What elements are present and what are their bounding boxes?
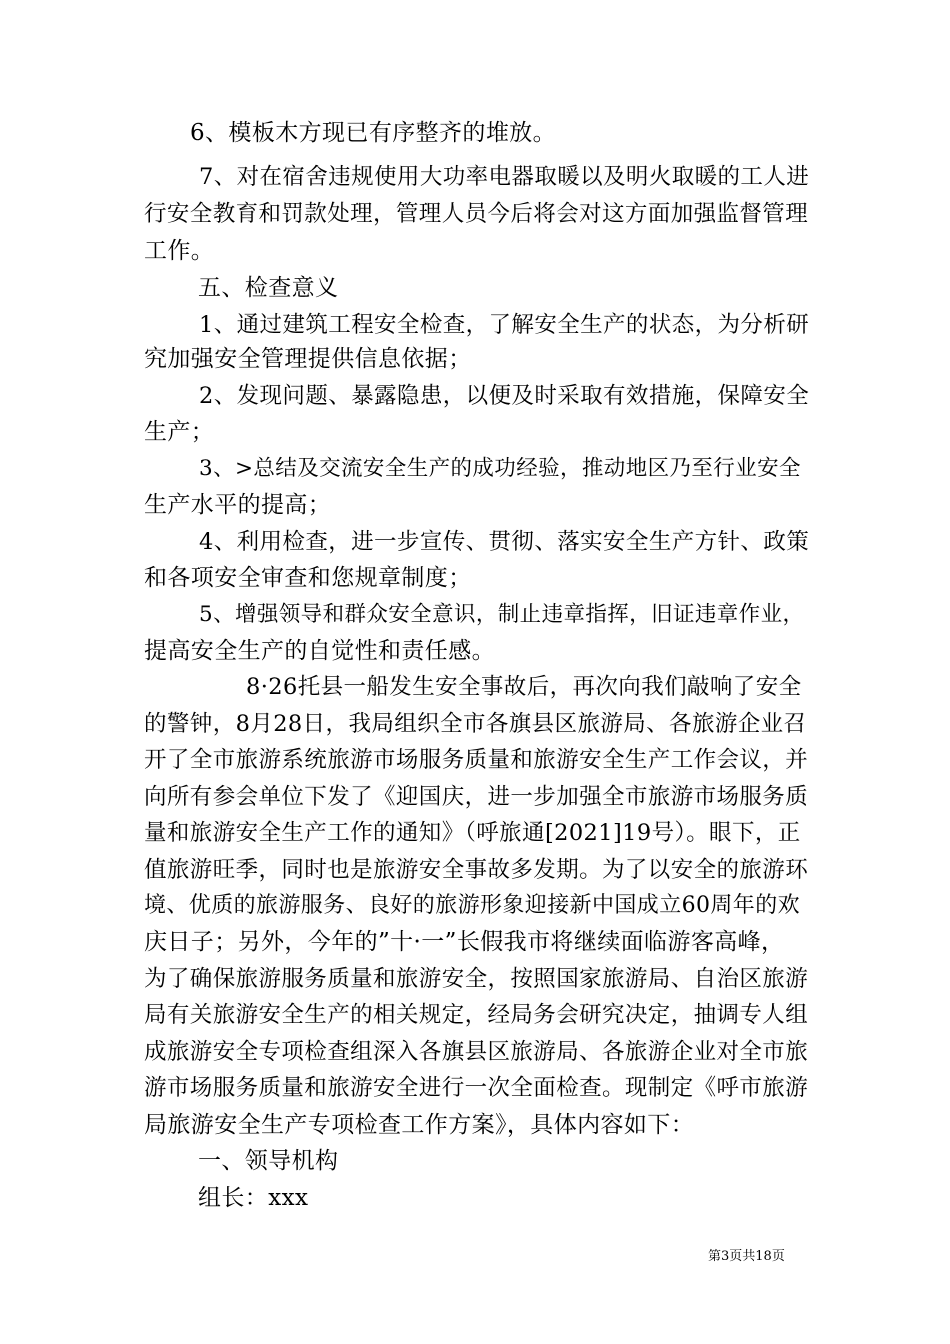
paragraph-line: 境、优质的旅游服务、良好的旅游形象迎接新中国成立60周年的欢 [144,893,800,918]
paragraph-line: 工作。 [144,238,215,264]
paragraph-line: 庆日子；另外，今年的”十·一”长假我市将继续面临游客高峰， [144,929,785,955]
paragraph-line: 究加强安全管理提供信息依据； [144,346,472,372]
paragraph-line: 的警钟，8月28日，我局组织全市各旗县区旅游局、各旅游企业召 [144,711,807,737]
paragraph-line: 和各项安全审查和您规章制度； [144,565,472,591]
paragraph-line: 生产； [144,419,215,445]
paragraph-line: 6、模板木方现已有序整齐的堆放。 [190,120,557,146]
paragraph-line: 生产水平的提高； [144,492,332,518]
paragraph-line: 5、增强领导和群众安全意识，制止违章指挥，旧证违章作业， [199,602,805,627]
paragraph-line: 局旅游安全生产专项检查工作方案》，具体内容如下： [144,1112,695,1138]
paragraph-line: 量和旅游安全生产工作的通知》（呼旅通[2021]19号）。眼下，正 [144,820,801,846]
paragraph-line: 行安全教育和罚款处理，管理人员今后将会对这方面加强监督管理 [144,201,809,227]
paragraph-line: 值旅游旺季，同时也是旅游安全事故多发期。为了以安全的旅游环 [144,857,809,883]
paragraph-line: 组长：xxx [198,1185,309,1211]
paragraph-line: 7、对在宿舍违规使用大功率电器取暖以及明火取暖的工人进 [199,164,810,190]
paragraph-line: 3、>总结及交流安全生产的成功经验，推动地区乃至行业安全 [199,456,801,481]
paragraph-line: 提高安全生产的自觉性和责任感。 [144,638,495,664]
section-heading: 一、领导机构 [198,1148,339,1174]
paragraph-line: 为了确保旅游服务质量和旅游安全，按照国家旅游局、自治区旅游 [144,966,809,992]
page-number-footer: 第3页共18页 [708,1249,785,1264]
paragraph-line: 8·26托县一船发生安全事故后，再次向我们敲响了安全 [246,674,802,700]
paragraph-line: 1、通过建筑工程安全检查，了解安全生产的状态，为分析研 [199,312,810,338]
paragraph-line: 成旅游安全专项检查组深入各旗县区旅游局、各旅游企业对全市旅 [144,1039,809,1065]
paragraph-line: 游市场服务质量和旅游安全进行一次全面检查。现制定《呼市旅游 [144,1075,809,1101]
paragraph-line: 4、利用检查，进一步宣传、贯彻、落实安全生产方针、政策 [199,529,810,555]
paragraph-line: 2、发现问题、暴露隐患，以便及时采取有效措施，保障安全 [199,383,810,409]
section-heading: 五、检查意义 [198,275,339,301]
paragraph-line: 开了全市旅游系统旅游市场服务质量和旅游安全生产工作会议，并 [144,747,809,773]
paragraph-line: 局有关旅游安全生产的相关规定，经局务会研究决定，抽调专人组 [144,1002,809,1028]
paragraph-line: 向所有参会单位下发了《迎国庆，进一步加强全市旅游市场服务质 [144,784,809,810]
